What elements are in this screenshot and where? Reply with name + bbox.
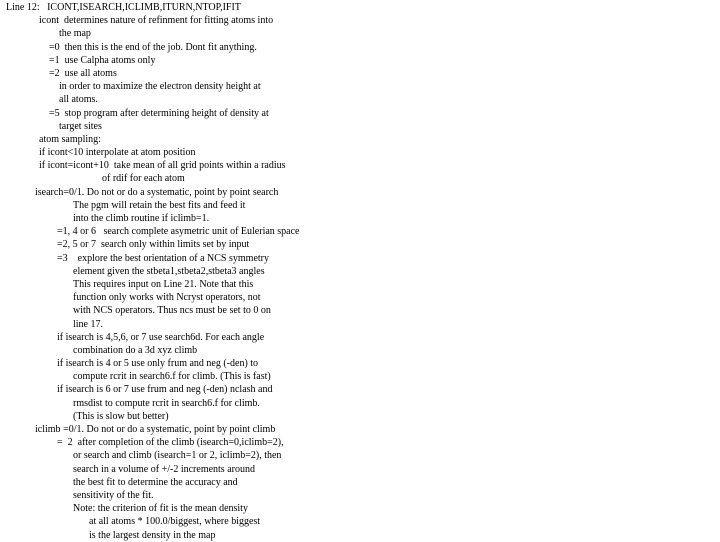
isearch-description: isearch=0/1. Do not or do a systematic, point by point search: [35, 186, 279, 198]
fit-criterion-note-cont: is the largest density in the map: [89, 529, 216, 541]
isearch-option-3-cont: function only works with Ncryst operators, not: [73, 292, 261, 304]
icont-option-2-cont: all atoms.: [59, 94, 98, 106]
text-line: [0, 331, 720, 344]
icont-option-5-cont: target sites: [59, 120, 102, 132]
isearch-option-3-cont: This requires input on Line 21. Note that this: [73, 278, 254, 290]
fit-criterion-note: Note: the criterion of fit is the mean density: [73, 503, 248, 515]
text-line: [0, 423, 720, 436]
text-line: [0, 318, 720, 331]
fit-criterion-note-cont: at all atoms * 100.0/biggest, where biggest: [89, 516, 261, 528]
text-line: [0, 199, 720, 212]
icont-option-5: =5 stop program after determining height of density at: [49, 107, 269, 119]
icont-option-1: =1 use Calpha atoms only: [49, 54, 156, 66]
isearch-4-5-rule: if isearch is 4 or 5 use only frum and neg (-den) to: [57, 358, 259, 370]
icont-description-cont: the map: [59, 28, 91, 40]
text-line: [0, 278, 720, 291]
iclimb-option-2-cont: sensitivity of the fit.: [73, 489, 154, 501]
text-line: [0, 146, 720, 159]
text-line: [0, 133, 720, 146]
atom-sampling-rule-2-cont: of rdif for each atom: [102, 173, 185, 185]
isearch-search6d-rule-cont: combination do a 3d xyz climb: [73, 344, 198, 356]
isearch-4-5-rule-cont: compute rcrit in search6.f for climb. (This is fast): [73, 371, 271, 383]
text-line: [0, 41, 720, 54]
isearch-search6d-rule: if isearch is 4,5,6, or 7 use search6d. For each angle: [57, 331, 265, 343]
isearch-option-3-cont: element given the stbeta1,stbeta2,stbeta3 angles: [73, 265, 265, 277]
text-line: [0, 344, 720, 357]
iclimb-description: iclimb =0/1. Do not or do a systematic, point by point climb: [35, 424, 276, 435]
text-line: [0, 27, 720, 40]
text-line: [0, 265, 720, 278]
text-line: [0, 463, 720, 476]
isearch-option-2-5-7: =2, 5 or 7 search only within limits set by input: [57, 239, 250, 251]
text-line: [0, 410, 720, 423]
atom-sampling-rule-1: if icont<10 interpolate at atom position: [39, 147, 196, 159]
line-12-header: Line 12: ICONT,ISEARCH,ICLIMB,ITURN,NTOP,IFIT: [6, 2, 241, 13]
isearch-option-3-cont: line 17.: [73, 318, 103, 330]
text-line: [0, 1, 720, 14]
text-line: [0, 107, 720, 120]
text-line: [0, 370, 720, 383]
isearch-description-cont: into the climb routine if iclimb=1.: [73, 213, 210, 224]
text-line: [0, 159, 720, 172]
isearch-6-7-rule-cont: rmsdist to compute rcrit in search6.f for climb.: [73, 397, 260, 409]
text-line: [0, 54, 720, 67]
atom-sampling-rule-2: if icont=icont+10 take mean of all grid points within a radius: [39, 160, 286, 172]
iclimb-option-2-cont: search in a volume of +/-2 increments around: [73, 463, 255, 475]
iclimb-option-2: = 2 after completion of the climb (isearch=0,iclimb=2),: [57, 437, 284, 449]
icont-option-0: =0 then this is the end of the job. Dont fit anything.: [49, 41, 257, 53]
text-line: [0, 383, 720, 396]
text-line: [0, 502, 720, 515]
text-line: [0, 304, 720, 317]
iclimb-option-2-cont: or search and climb (isearch=1 or 2, iclimb=2), then: [73, 450, 282, 462]
text-line: [0, 449, 720, 462]
isearch-6-7-rule: if isearch is 6 or 7 use frum and neg (-den) nclash and: [57, 384, 273, 396]
text-line: [0, 186, 720, 199]
atom-sampling-heading: atom sampling:: [39, 133, 101, 145]
text-line: [0, 357, 720, 370]
text-line: [0, 489, 720, 502]
iclimb-option-2-cont: the best fit to determine the accuracy and: [73, 476, 238, 488]
isearch-6-7-rule-cont: (This is slow but better): [73, 410, 169, 422]
text-line: [0, 67, 720, 80]
icont-option-2-cont: in order to maximize the electron density height at: [59, 81, 261, 93]
text-line: [0, 14, 720, 27]
text-line: [0, 436, 720, 449]
text-line: [0, 476, 720, 489]
text-line: [0, 225, 720, 238]
text-line: [0, 80, 720, 93]
text-line: [0, 291, 720, 304]
icont-option-2: =2 use all atoms: [49, 67, 117, 79]
isearch-description-cont: The pgm will retain the best fits and feed it: [73, 199, 246, 211]
text-line: [0, 238, 720, 251]
text-line: [0, 515, 720, 528]
icont-description: icont determines nature of refinment for fitting atoms into: [39, 15, 274, 27]
isearch-option-3: =3 explore the best orientation of a NCS symmetry: [57, 252, 269, 264]
isearch-option-3-cont: with NCS operators. Thus ncs must be set to 0 on: [73, 305, 271, 317]
text-line: [0, 252, 720, 265]
text-line: [0, 212, 720, 225]
text-line: [0, 93, 720, 106]
text-line: [0, 172, 720, 185]
isearch-option-1-4-6: =1, 4 or 6 search complete asymetric unit of Eulerian space: [57, 226, 300, 238]
text-line: [0, 397, 720, 410]
document-text: [0, 1, 720, 542]
text-line: [0, 120, 720, 133]
